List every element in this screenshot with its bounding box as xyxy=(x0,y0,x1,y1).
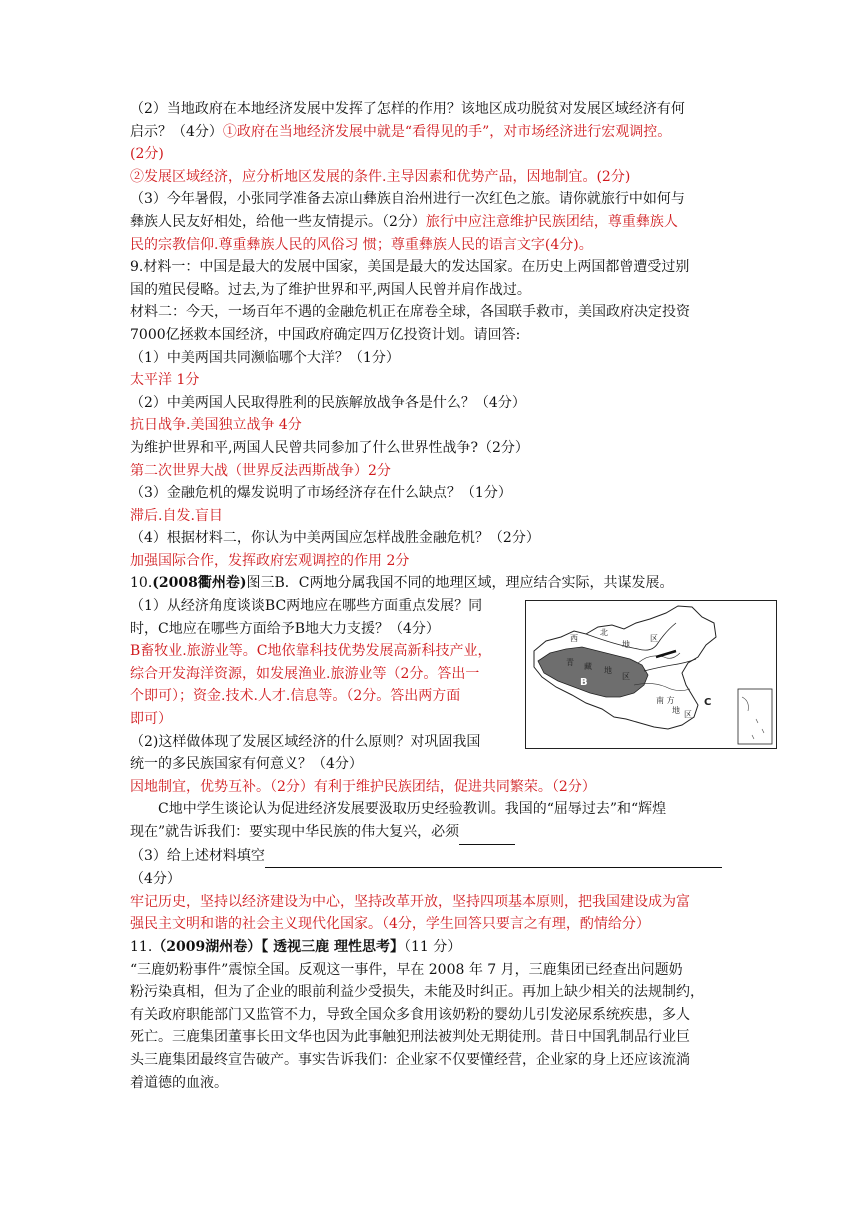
south-sea-inset xyxy=(738,689,772,744)
q11-line-4: 死亡。三鹿集团董事长田文华也因为此事触犯刑法被判处无期徒刑。昔日中国乳制品行业巨 xyxy=(130,1029,690,1046)
q9-2-answer: 抗日战争.美国独立战争 4分 xyxy=(130,417,302,434)
q10-heading xyxy=(130,572,735,595)
q10-3-answer-a: 牢记历史，坚持以经济建设为中心，坚持改革开放，坚持四项基本原则，把我国建设成为富 xyxy=(130,893,690,910)
q8-3-answer-a: 旅行中应注意维护民族团结，尊重彝族人 xyxy=(425,213,678,230)
map-label-qu2: 区 xyxy=(622,672,630,681)
q11-line-5: 头三鹿集团最终宣告破产。事实告诉我们：企业家不仅要懂经营，企业家的身上还应该流淌 xyxy=(130,1051,690,1068)
q9-1-answer: 太平洋 1分 xyxy=(130,372,200,389)
q8-2-points: 启示？（4分） xyxy=(130,123,223,140)
map-label-zang: 藏 xyxy=(584,662,592,671)
q10-1-answer-d: 即可） xyxy=(130,711,172,728)
q8-2-line-3: (2分) xyxy=(130,146,164,163)
q10-2-answer: 因地制宜，优势互补。（2分）有利于维护民族团结，促进共同繁荣。（2分） xyxy=(130,778,596,795)
q11-points: （11 分） xyxy=(403,938,462,955)
map-label-b: B xyxy=(580,677,588,688)
q9-3-answer: 滞后.自发.盲目 xyxy=(130,507,223,524)
q10-context-line-1: C地中学生谈论认为促进经济发展要汲取历史经验教训。我国的“屈辱过去”和“辉煌 xyxy=(158,801,667,818)
q8-2-answer-1: ①政府在当地经济发展中就是“看得见的手”，对市场经济进行宏观调控。 xyxy=(222,123,672,140)
map-label-bei: 北 xyxy=(600,628,608,637)
q9-material-2b: 7000亿拯救本国经济，中国政府确定四万亿投资计划。请回答: xyxy=(130,326,521,343)
text-column xyxy=(130,98,735,1094)
q10-3-answer-b: 强民主文明和谐的社会主义现代化国家。（4分，学生回答只要言之有理，酌情给分） xyxy=(130,916,650,933)
map-label-qu3: 区 xyxy=(684,710,692,719)
map-label-qing: 青 xyxy=(566,658,574,667)
q11-line-1: “三鹿奶粉事件”震惊全国。反观这一事件，早在 2008 年 7 月，三鹿集团已经查出问题奶 xyxy=(130,961,683,978)
q9-3-question: （3）金融危机的爆发说明了市场经济存在什么缺点？（1分） xyxy=(130,485,512,502)
q10-source: (2008衢州卷) xyxy=(152,575,247,592)
q8-3-question: 彝族人民友好相处，给他一些友情提示。（2分） xyxy=(130,213,426,230)
q9-4-question: （4）根据材料二，你认为中美两国应怎样战胜金融危机？（2分） xyxy=(130,530,540,547)
map-label-nanfang: 南 方 xyxy=(656,696,675,705)
q9-material-1b: 国的殖民侵略。过去,为了维护世界和平,两国人民曾并肩作战过。 xyxy=(130,281,531,298)
q11-line-2: 粉污染真相，但为了企业的眼前利益少受损失，未能及时纠正。再加上缺少相关的法规制约， xyxy=(130,984,704,1001)
q10-3-question xyxy=(130,845,735,869)
q9-2b-question: 为维护世界和平,两国人民曾共同参加了什么世界性战争?（2分） xyxy=(130,439,529,456)
q10-2-line-1: （2)这样做体现了发展区域经济的什么原则？对巩固我国 xyxy=(130,733,481,750)
q10-context-line-2 xyxy=(130,821,735,845)
q8-3-line-1: （3）今年暑假，小张同学准备去凉山彝族自治州进行一次红色之旅。请你就旅行中如何与 xyxy=(130,191,685,208)
q10-number: 10. xyxy=(130,575,153,592)
map-label-di3: 地 xyxy=(672,706,680,715)
q9-2b-answer: 第二次世界大战（世界反法西斯战争）2分 xyxy=(130,462,391,479)
q11-number: 11. xyxy=(130,938,153,955)
map-figure xyxy=(526,601,776,748)
q10-3-text: （3）给上述材料填空 xyxy=(130,847,265,864)
q10-1-answer-a: B畜牧业.旅游业等。C地依靠科技优势发展高新科技产业， xyxy=(130,643,492,660)
q9-1-question: （1）中美两国共同濒临哪个大洋？（1分） xyxy=(130,349,400,366)
q9-material-2a: 材料二：今天，一场百年不遇的金融危机正在席卷全球，各国联手救市，美国政府决定投资 xyxy=(130,304,690,321)
q11-line-3: 有关政府职能部门又监管不力，导致全国众多食用该奶粉的婴幼儿引发泌尿系统疾患，多人 xyxy=(130,1006,690,1023)
q10-3-points: （4分） xyxy=(130,871,181,888)
q8-3-answer-b: 民的宗教信仰.尊重彝族人民的风俗习 惯；尊重彝族人民的语言文字(4分)。 xyxy=(130,236,593,253)
q9-2-question: （2）中美两国人民取得胜利的民族解放战争各是什么？（4分） xyxy=(130,394,526,411)
map-label-di1: 地 xyxy=(622,640,630,649)
q11-source: （2009湖州卷）【 透视三鹿 理性思考】 xyxy=(152,938,404,955)
q8-2-line-1: （2）当地政府在本地经济发展中发挥了怎样的作用？该地区成功脱贫对发展区域经济有何 xyxy=(130,101,685,117)
q10-1-line-2: 时，C地应在哪些方面给予B地大力支援？（4分） xyxy=(130,620,440,637)
q10-2-line-2: 统一的多民族国家有何意义？（4分） xyxy=(130,756,363,773)
q8-2-answer-2: ②发展区域经济，应分析地区发展的条件.主导因素和优势产品，因地制宜。(2分) xyxy=(130,168,631,185)
q10-1-answer-c: 个即可）；资金.技术.人才.信息等。（2分。答出两方面 xyxy=(130,688,461,705)
q10-context-text: 现在”就告诉我们：要实现中华民族的伟大复兴，必须 xyxy=(130,824,460,840)
q9-material-1a: 9.材料一：中国是最大的发展中国家，美国是最大的发达国家。在历史上两国都曾遭受过别 xyxy=(130,259,690,276)
q10-prompt: 图三B．C两地分属我国不同的地理区域，理应结合实际，共谋发展。 xyxy=(246,575,674,592)
q11-line-6: 着道德的血液。 xyxy=(130,1074,228,1091)
q9-4-answer: 加强国际合作，发挥政府宏观调控的作用 2分 xyxy=(130,552,410,569)
fill-blank-1 xyxy=(459,821,515,845)
q10-1-answer-b: 综合开发海洋资源，如发展渔业.旅游业等（2分。答出一 xyxy=(130,665,480,682)
map-label-di2: 地 xyxy=(604,666,612,675)
map-label-xi: 西 xyxy=(570,634,578,643)
q11-heading xyxy=(130,936,735,959)
q8-3-line-2 xyxy=(130,211,735,234)
fill-blank-2 xyxy=(265,845,722,869)
map-label-c: C xyxy=(704,697,712,708)
china-regions-map xyxy=(525,600,777,749)
q8-2-line-2 xyxy=(130,121,735,144)
q10-1-line-1: （1）从经济角度谈谈BC两地应在哪些方面重点发展？同 xyxy=(130,598,483,615)
map-label-qu1: 区 xyxy=(650,634,658,643)
